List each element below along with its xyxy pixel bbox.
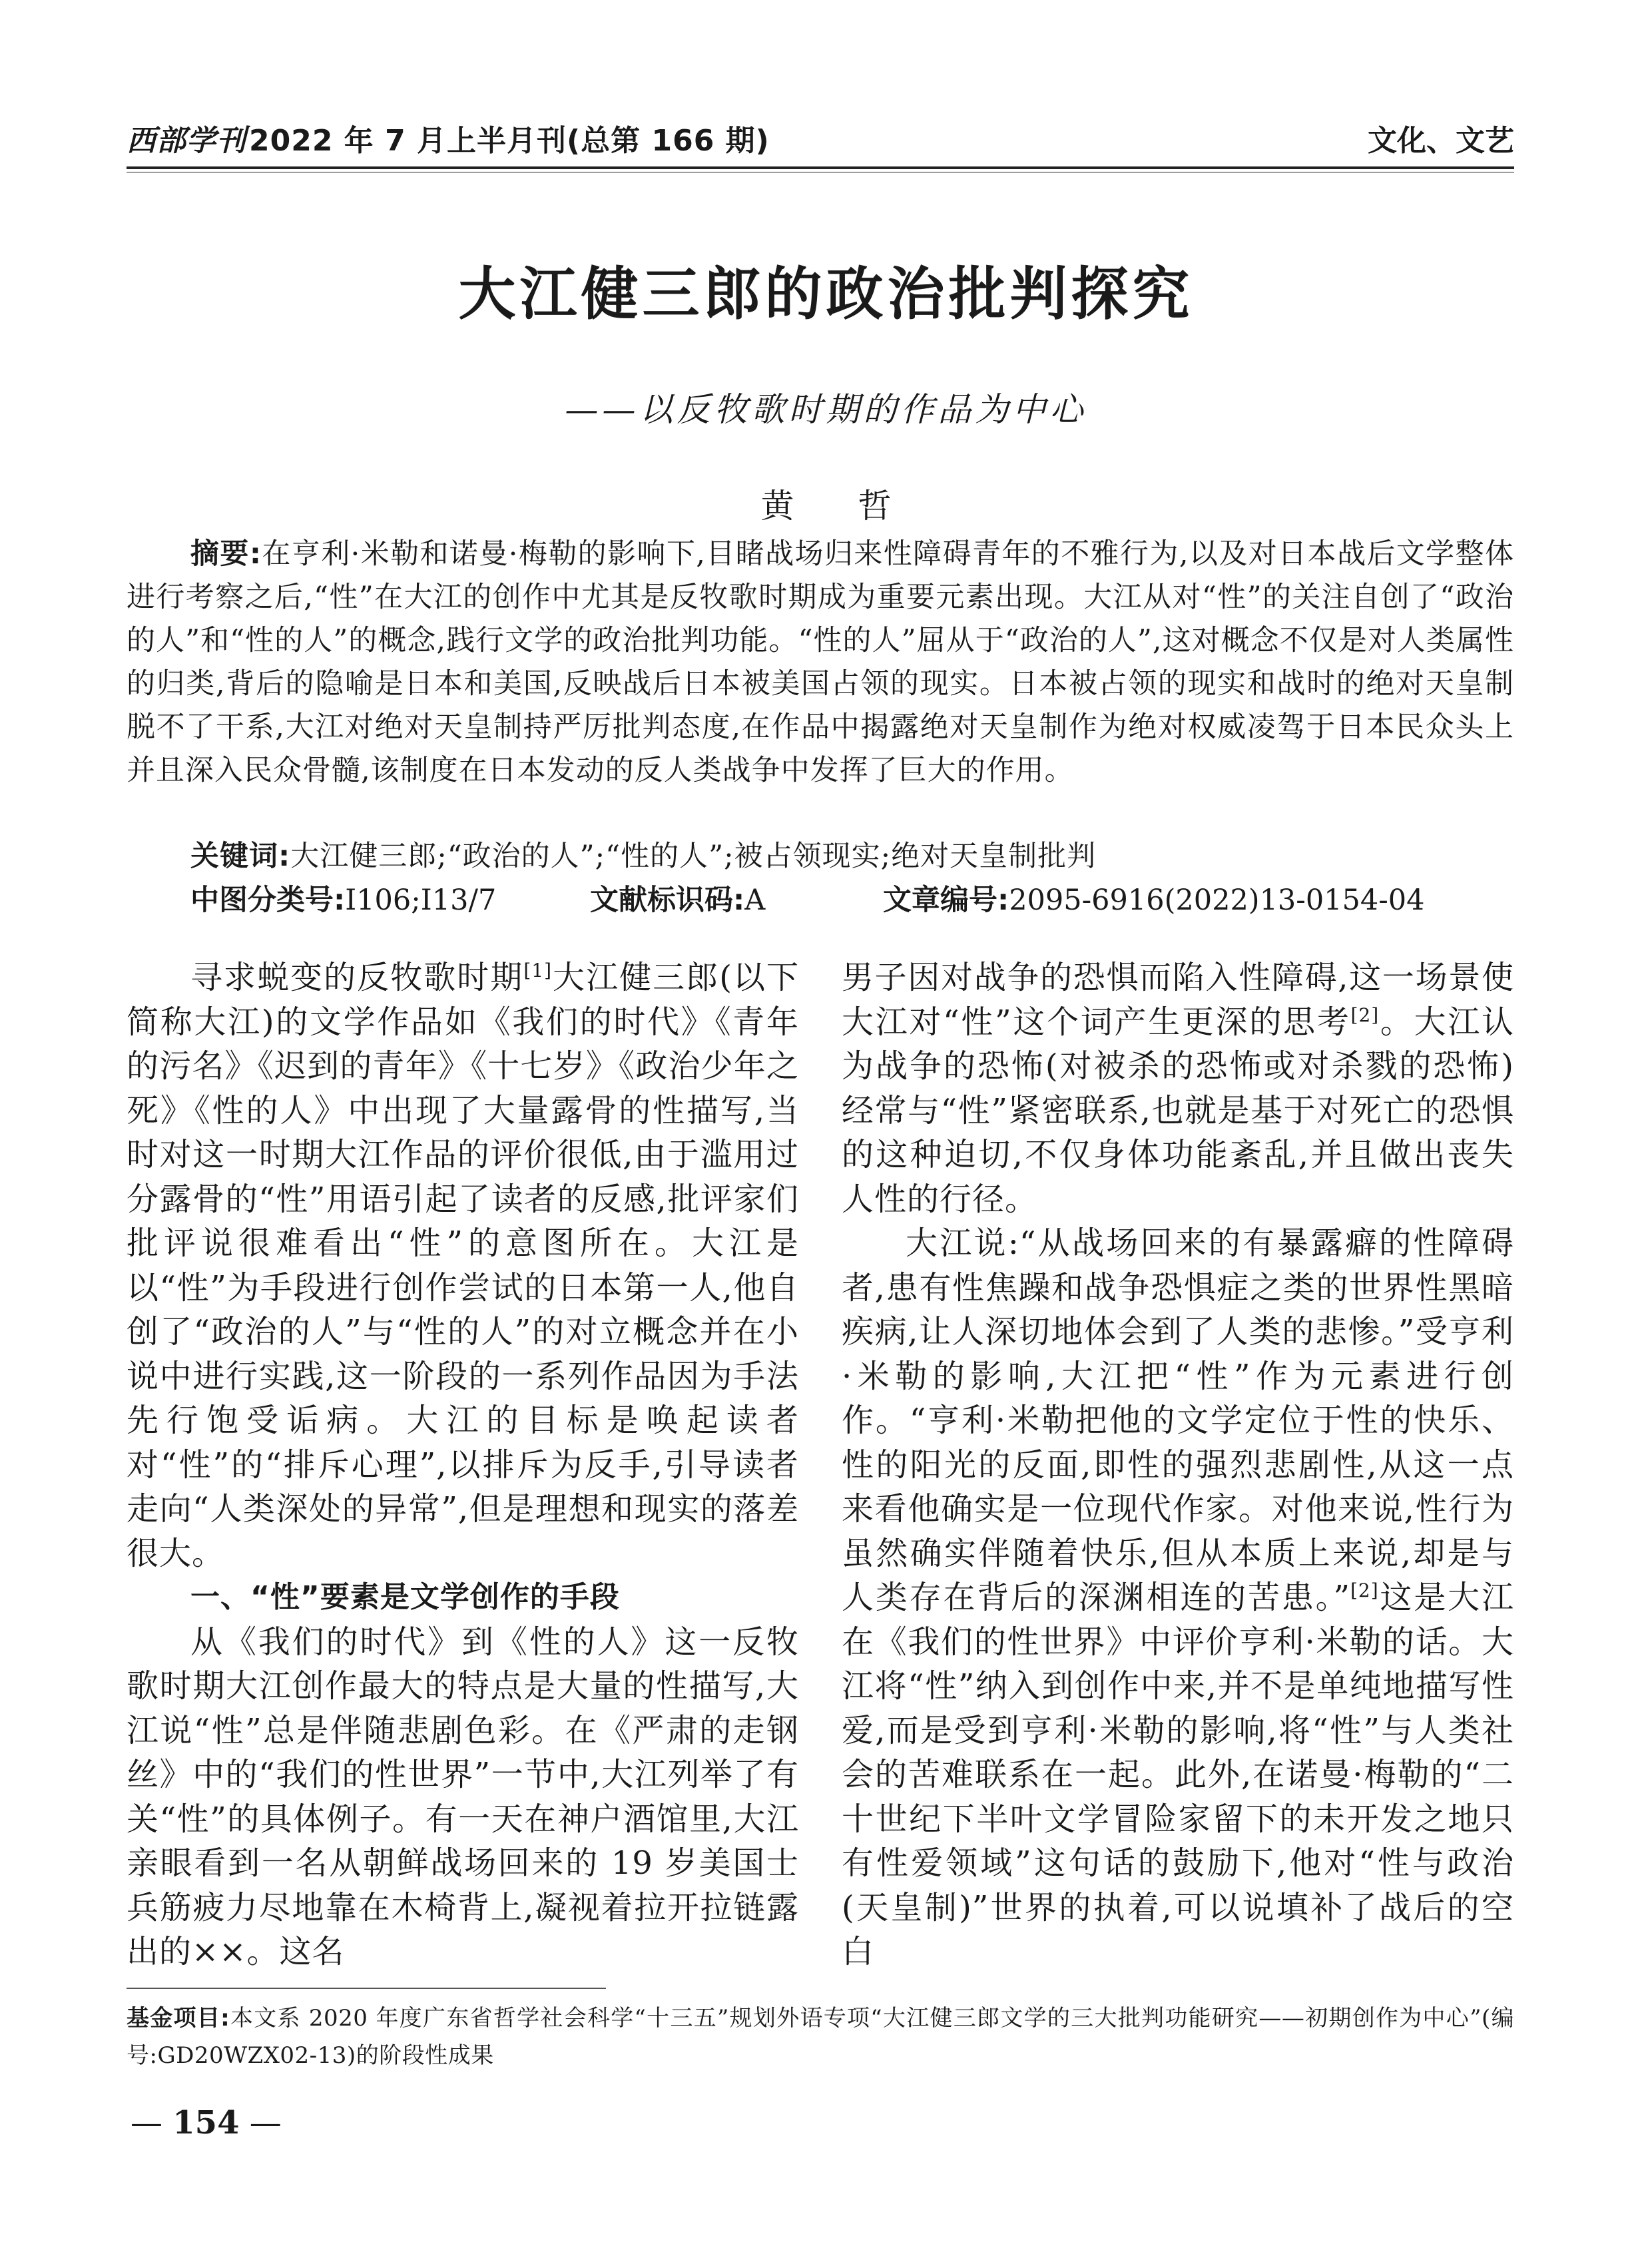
page-number-value: 154 (172, 2104, 240, 2141)
article-number-label: 文章编号: (883, 884, 1009, 917)
funding-note (127, 2000, 1514, 2074)
body-paragraph (127, 956, 799, 1575)
page-number-dash-left: — (131, 2104, 173, 2141)
paragraph-text: 寻求蜕变的反牧歌时期 (190, 959, 524, 996)
keywords-text: 大江健三郎;“政治的人”;“性的人”;被占领现实;绝对天皇制批判 (290, 840, 1097, 873)
classification-info (190, 878, 1456, 918)
footnote-rule (127, 1988, 606, 1989)
citation-ref: [2] (1350, 1003, 1380, 1026)
clc-value: I106;I13/7 (345, 884, 497, 917)
keywords-label: 关键词: (190, 840, 291, 873)
article-subtitle: ——以反牧歌时期的作品为中心 (565, 390, 1087, 429)
clc-label: 中图分类号: (190, 884, 346, 917)
header-rule-thick (127, 166, 1514, 169)
article-number-value: 2095-6916(2022)13-0154-04 (1009, 884, 1425, 917)
paragraph-text: 大江说:“从战场回来的有暴露癖的性障碍者,患有性焦躁和战争恐惧症之类的世界性黑暗疾病,让人深切地体会到了人类的悲惨。”受亨利·米勒的影响,大江把“性”作为元素进行创作。“亨利·米勒把他的文学定位于性的快乐、性的阳光的反面,即性的强烈悲剧性,从这一点来看他确实是一位现代作家。对他来说,性行为虽然确实伴随着快乐,但从本质上来说,却是与人类存在背后的深渊相连的苦患。” (842, 1225, 1514, 1616)
abstract-label: 摘要: (190, 537, 262, 571)
paragraph-text: 大江健三郎(以下简称大江)的文学作品如《我们的时代》《青年的污名》《迟到的青年》《十七岁》《政治少年之死》《性的人》中出现了大量露骨的性描写,当时对这一时期大江作品的评价很低,由于滥用过分露骨的“性”用语引起了读者的反感,批评家们批评说很难看出“性”的意图所在。大江是以“性”为手段进行创作尝试的日本第一人,他自创了“政治的人”与“性的人”的对立概念并在小说中进行实践,这一阶段的一系列作品因为手法先行饱受诟病。大江的目标是唤起读者对“性”的“排斥心理”,以排斥为反手,引导读者走向“人类深处的异常”,但是理想和现实的落差很大。 (127, 959, 799, 1572)
journal-logo: 西部学刊 (127, 124, 246, 158)
funding-text: 本文系 2020 年度广东省哲学社会科学“十三五”规划外语专项“大江健三郎文学的三大批判功能研究——初期创作为中心”(编号:GD20WZX02-13)的阶段性成果 (127, 2005, 1514, 2069)
page-number (131, 2104, 282, 2141)
running-header-left (127, 117, 770, 159)
article-title: 大江健三郎的政治批判探究 (458, 261, 1194, 328)
keywords (190, 834, 1096, 874)
body-column-left (127, 956, 799, 1974)
citation-ref: [1] (523, 960, 552, 981)
paragraph-text: 男子因对战争的恐惧而陷入性障碍,这一场景使大江对“性”这个词产生更深的思考 (842, 959, 1514, 1041)
body-column-right (842, 956, 1514, 1974)
page-number-dash-right: — (239, 2104, 282, 2141)
abstract-text: 在亨利·米勒和诺曼·梅勒的影响下,目睹战场归来性障碍青年的不雅行为,以及对日本战后文学整体进行考察之后,“性”在大江的创作中尤其是反牧歌时期成为重要元素出现。大江从对“性”的关注自创了“政治的人”和“性的人”的概念,践行文学的政治批判功能。“性的人”屈从于“政治的人”,这对概念不仅是对人类属性的归类,背后的隐喻是日本和美国,反映战后日本被美国占领的现实。日本被占领的现实和战时的绝对天皇制脱不了干系,大江对绝对天皇制持严厉批判态度,在作品中揭露绝对天皇制作为绝对权威凌驾于日本民众头上并且深入民众骨髓,该制度在日本发动的反人类战争中发挥了巨大的作用。 (127, 537, 1514, 787)
clc-number (190, 878, 590, 918)
citation-ref: [2] (1350, 1579, 1379, 1601)
author-name: 黄 哲 (760, 487, 918, 525)
doc-code (590, 878, 883, 918)
body-paragraph (842, 956, 1514, 1221)
paragraph-text: 。大江认为战争的恐怖(对被杀的恐怖或对杀戮的恐怖)经常与“性”紧密联系,也就是基于对死亡的恐惧的这种迫切,不仅身体功能紊乱,并且做出丧失人性的行径。 (842, 1003, 1514, 1218)
funding-label: 基金项目: (127, 2005, 230, 2032)
paragraph-text: 这是大江在《我们的性世界》中评价亨利·米勒的话。大江将“性”纳入到创作中来,并不是单纯地描写性爱,而是受到亨利·米勒的影响,将“性”与人类社会的苦难联系在一起。此外,在诺曼·梅勒的“二十世纪下半叶文学冒险家留下的未开发之地只有性爱领域”这句话的鼓励下,他对“性与政治(天皇制)”世界的执着,可以说填补了战后的空白 (842, 1579, 1514, 1970)
issue-info: 2022 年 7 月上半月刊(总第 166 期) (249, 124, 770, 158)
abstract (127, 533, 1514, 792)
doc-code-label: 文献标识码: (590, 884, 745, 917)
body-paragraph: 从《我们的时代》到《性的人》这一反牧歌时期大江创作最大的特点是大量的性描写,大江说“性”总是伴随悲剧色彩。在《严肃的走钢丝》中的“我们的性世界”一节中,大江列举了有关“性”的具体例子。有一天在神户酒馆里,大江亲眼看到一名从朝鲜战场回来的 19 岁美国士兵筋疲力尽地靠在木椅背上,凝视着拉开拉链露出的××。这名 (127, 1623, 799, 1970)
section-name: 文化、文艺 (1368, 124, 1514, 158)
doc-code-value: A (744, 884, 766, 917)
article-number (883, 878, 1425, 918)
section-heading: 一、“性”要素是文学创作的手段 (190, 1580, 620, 1614)
body-paragraph (842, 1221, 1514, 1974)
